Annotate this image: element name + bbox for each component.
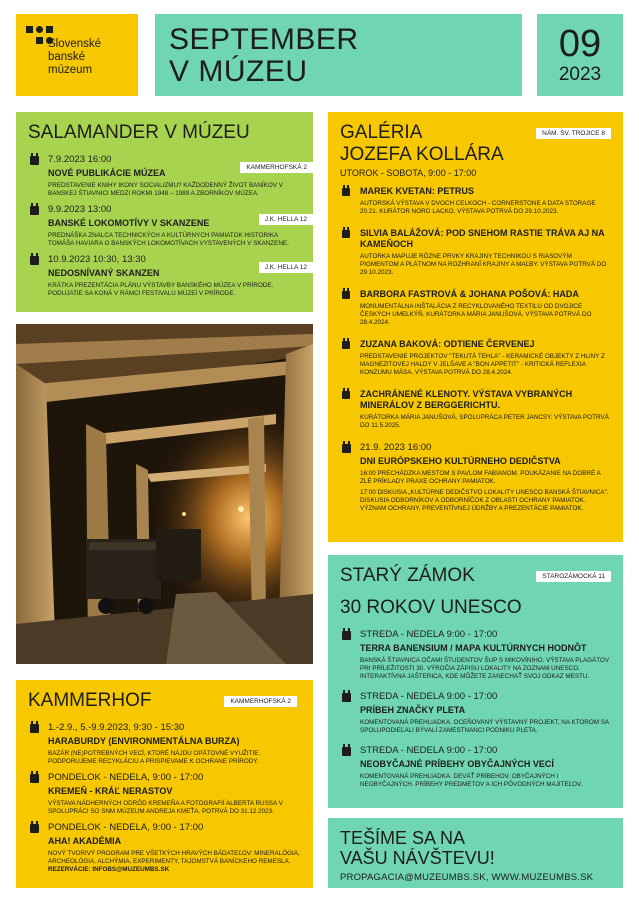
calendar-icon — [30, 724, 39, 733]
exhibition-icon — [342, 230, 350, 238]
exhibition-icon — [342, 391, 350, 399]
stary-zamok-section — [328, 555, 623, 808]
calendar-icon — [30, 774, 39, 783]
location-tag: STAROZÁMOCKÁ 11 — [536, 571, 611, 582]
salamander-section — [16, 112, 313, 312]
event-item: 7.9.2023 16:00 NOVÉ PUBLIKÁCIE MÚZEA KAMMERHOFSKÁ 2 PREDSTAVENIE KNIHY IKONY SOCIALIZMU? KAŽDODENNÝ ŽIVOT BANÍKOV V BANSKEJ ŠTIAVNICI MEDZI ROKMI 1948 – 1989 A ZBORNÍKOV MÚZEA. — [28, 154, 301, 198]
logo-name: Slovenské banské múzeum — [48, 38, 102, 76]
salamander-title: SALAMANDER V MÚZEU — [28, 122, 250, 143]
calendar-icon — [342, 631, 351, 640]
event-item: PONDELOK - NEDELA, 9:00 - 17:00 KREMEŇ - KRÁĽ NERASTOV VÝSTAVA NÁDHERNÝCH ODRÔD KREMEŇA A FOTOGRAFIÍ ALBERTA RUSSA V SPOLUPRÁCI SO SNM MÚZEUM ANDREJA KMEŤA. POTRVÁ DO 31.12.2023. — [28, 772, 301, 816]
logo-mark-icon — [26, 26, 128, 33]
calendar-icon — [30, 206, 39, 215]
kammerhof-section — [16, 680, 313, 888]
location-tag: KAMMERHOFSKÁ 2 — [224, 696, 297, 707]
galeria-section — [328, 112, 623, 542]
event-item: STREDA - NEDELA 9:00 - 17:00 NEOBYČAJNÉ PRÍBEHY OBYČAJNÝCH VECÍ KOMENTOVANÁ PREHLIADKA. DEVÄŤ PRÍBEHOV. OBYČAJNÝCH I NEOBYČAJNÝCH. PRÍBEHY PREDMETOV A ICH PÔVODNÝCH MAJITEĽOV. — [340, 745, 611, 789]
exhibition-item: ZUZANA BAKOVÁ: ODTIENE ČERVENEJ PREDSTAVENIE PROJEKTOV "TEKUTÁ TEHLA" - KERAMICKÉ OBJEKTY Z HLINY Z MAGNEZITOVEJ HALDY V JELŠAVE A "BON APPETIT" - KRITICKÁ REFLEXIA KONZUMU MÄSA. VÝSTAVA POTRVÁ DO 28.4.2024. — [340, 339, 611, 377]
event-item: 9.9.2023 13:00 BANSKÉ LOKOMOTÍVY V SKANZENE J.K. HELLA 12 PREDNÁŠKA ZNALCA TECHNICKÝCH A KULTÚRNYCH PAMIATOK HISTORIKA TOMÁŠA HAVIARA O BANSKÝCH LOKOMOTÍVACH VYSTAVENÝCH V SKANZENE. — [28, 204, 301, 248]
exhibition-item: BARBORA FASTROVÁ & JOHANA POŠOVÁ: HADA MONUMENTÁLNA INŠTALÁCIA Z RECYKLOVANÉHO TEXTILU OD DVOJICE ČESKÝCH UMELKÝŇ. KURÁTORKA MÁRIA JANUŠOVÁ. VÝSTAVA POTRVÁ DO 28.4.2024. — [340, 289, 611, 327]
galeria-title-line1: GALÉRIA — [340, 122, 423, 143]
calendar-icon — [30, 824, 39, 833]
welcome-line2: VAŠU NÁVŠTEVU! — [340, 848, 495, 868]
exhibition-item: SILVIA BALÁŽOVÁ: POD SNEHOM RASTIE TRÁVA AJ NA KAMEŇOCH AUTORKA MAPUJE RÔZNE PRVKY KRAJINY TECHNIKOU S RIASOVÝM PIGMENTOM A PLÁTNOM NA ROZHRANÍ KRAJINY A MAĽBY. VÝSTAVA POTRVÁ DO 29.10.2023. — [340, 228, 611, 277]
mine-tunnel-image — [16, 324, 313, 664]
event-item: STREDA - NEDELA 9:00 - 17:00 TERRA BANENSIUM / MAPA KULTÚRNYCH HODNÔT BANSKÁ ŠTIAVNICA OČAMI ŠTUDENTOV ŠUP S MIKOVÍNIHO. VÝSTAVA PLAGÁTOV PRI PRÍLEŽITOSTI 30. VÝROČIA ZÁPISU LOKALITY NA ZOZNAM UNESCO. INTERAKTÍVNA JAŠTERICA, KDE MÔŽETE ZANECHAŤ SVOJ ODKAZ MESTU. — [340, 629, 611, 681]
exhibition-item: MAREK KVETAN: PETRUS AUTORSKÁ VÝSTAVA V DVOCH CELKOCH - CORNERSTONE A DATA STORAGE 20.21. KURÁTOR NORO LACKO. VÝSTAVA POTRVÁ DO 29.10.2023. — [340, 186, 611, 216]
date-box — [537, 14, 623, 96]
event-item: 10.9.2023 10:30, 13:30 NEDOSNÍVANÝ SKANZEN J.K. HELLA 12 KRÁTKA PREZENTÁCIA PLÁNU VÝSTAVBY BANSKÉHO MÚZEA V PRÍRODE. PODUJATIE SA KONÁ V RÁMCI FESTIVALU MÚZEÍ V PRÍRODE. — [28, 254, 301, 298]
zamok-title-line1: STARÝ ZÁMOK — [340, 565, 475, 586]
footer-box — [328, 818, 623, 888]
calendar-icon — [30, 156, 39, 165]
exhibition-icon — [342, 341, 350, 349]
event-item: 21.9. 2023 16:00 DNI EURÓPSKEHO KULTÚRNEHO DEDIČSTVA 16:00 PRECHÁDZKA MESTOM S PAVLOM FABIANOM. POUKÁZANIE NA DOBRÉ A ZLÉ PRÍKLADY PRAXE OCHRANY PAMIATOK. 17:00 DISKUSIA „KULTÚRNE DEDIČSTVO LOKALITY UNESCO BANSKÁ ŠTIAVNICA". DISKUSIA ODBORNÍKOV A ODBORNÍČOK Z OBLASTI OCHRANY PAMIATOK. VÝZNAM OCHRANY, PREVENTÍVNEJ ÚDRŽBY A PREZENTÁCIE PAMIATOK. — [340, 442, 611, 513]
galeria-title-line2: JOZEFA KOLLÁRA — [340, 144, 504, 165]
welcome-line1: TEŠÍME SA NA — [340, 828, 466, 848]
zamok-title-line2: 30 ROKOV UNESCO — [340, 597, 522, 618]
exhibition-icon — [342, 291, 350, 299]
page-title-box — [155, 14, 522, 96]
page-title-line2: V MÚZEU — [169, 55, 308, 88]
calendar-icon — [342, 747, 351, 756]
location-tag: J.K. HELLA 12 — [259, 214, 313, 225]
event-item: PONDELOK - NEDELA, 9:00 - 17:00 AHA! AKADÉMIA NOVÝ TVORIVÝ PROGRAM PRE VŠETKÝCH HRAVÝCH BÁDATEĽOV: MINERALÓGIA, ARCHEOLÓGIA, ALCHÝMIA, EXPERIMENTY, TAJOMSTVÁ BANÍCKEHO REMESLA. REZERVÁCIE: INFOBS@MUZEUMBS.SK — [28, 822, 301, 874]
page-title-line1: SEPTEMBER — [169, 23, 359, 56]
event-item: 1.-2.9., 5.-9.9.2023, 9:30 - 15:30 HARABURDY (ENVIRONMENTÁLNA BURZA) BAZÁR (NE)POTREBNÝCH VECÍ, KTORÉ NÁJDU OPÄTOVNÉ VYUŽITIE. PODPORUJEME RECYKLÁCIU A PRISPIEVAME K OCHRANE PRÍRODY. — [28, 722, 301, 766]
location-tag: KAMMERHOFSKÁ 2 — [240, 162, 313, 173]
calendar-icon — [342, 444, 351, 453]
year-number: 2023 — [558, 64, 602, 85]
location-tag: NÁM. SV. TROJICE 8 — [536, 128, 611, 139]
opening-hours: UTOROK - SOBOTA, 9:00 - 17:00 — [340, 168, 477, 178]
mine-tunnel-photo — [16, 324, 313, 664]
museum-logo — [16, 14, 138, 96]
contact-info[interactable]: PROPAGACIA@MUZEUMBS.SK, WWW.MUZEUMBS.SK — [340, 872, 594, 883]
exhibition-item: ZACHRÁNENÉ KLENOTY. VÝSTAVA VYBRANÝCH MINERÁLOV Z BERGGERICHTU. KURÁTORKA MÁRIA JANUŠOVÁ, SPOLUPRÁCA PETER JANCSY. VÝSTAVA POTRVÁ DO 11.5.2025. — [340, 389, 611, 430]
exhibition-icon — [342, 188, 350, 196]
month-number: 09 — [558, 23, 602, 65]
calendar-icon — [30, 256, 39, 265]
reservation-email: REZERVÁCIE: INFOBS@MUZEUMBS.SK — [48, 866, 170, 873]
event-item: STREDA - NEDELA 9:00 - 17:00 PRÍBEH ZNAČKY PLETA KOMENTOVANÁ PREHLIADKA. OCEŇOVANÝ VÝSTAVNÝ PROJEKT, NA KTOROM SA SPOLUPODIEĽALI BÝVALÍ ZAMESTNANCI PODNIKU PLETA. — [340, 691, 611, 735]
kammerhof-title: KAMMERHOF — [28, 690, 152, 711]
calendar-icon — [342, 693, 351, 702]
location-tag: J.K. HELLA 12 — [259, 262, 313, 273]
